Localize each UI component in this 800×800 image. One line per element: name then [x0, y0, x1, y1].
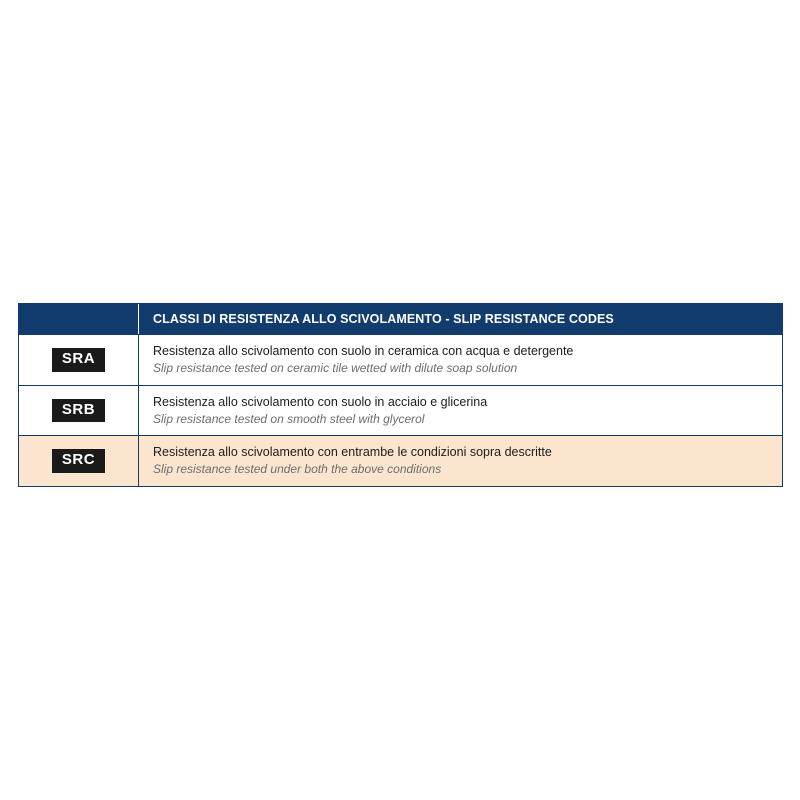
table-header-code-cell: [19, 304, 139, 334]
description-italian: Resistenza allo scivolamento con suolo in acciaio e glicerina: [153, 394, 488, 409]
status-badge: SRA: [52, 348, 105, 372]
code-cell: [19, 386, 139, 436]
slip-resistance-table: [18, 303, 783, 487]
table-row: [19, 385, 782, 436]
description-english: Slip resistance tested under both the above conditions: [153, 462, 442, 477]
code-cell: [19, 436, 139, 486]
code-cell: [19, 335, 139, 385]
description-english: Slip resistance tested on smooth steel with glycerol: [153, 411, 425, 426]
description-italian: Resistenza allo scivolamento con entrambe le condizioni sopra descritte: [153, 445, 552, 460]
table-header-title-cell: [139, 304, 782, 334]
description-english: Slip resistance tested on ceramic tile wetted with dilute soap solution: [153, 361, 518, 376]
table-title: CLASSI DI RESISTENZA ALLO SCIVOLAMENTO - SLIP RESISTANCE CODES: [153, 312, 614, 326]
description-italian: Resistenza allo scivolamento con suolo in ceramica con acqua e detergente: [153, 344, 574, 358]
description-cell: [139, 335, 782, 385]
status-badge: SRB: [52, 399, 105, 423]
status-badge: SRC: [52, 449, 105, 473]
table-header-row: [19, 304, 782, 334]
description-cell: [139, 386, 782, 436]
table-row: [19, 435, 782, 486]
table-row: [19, 334, 782, 385]
description-cell: [139, 436, 782, 486]
